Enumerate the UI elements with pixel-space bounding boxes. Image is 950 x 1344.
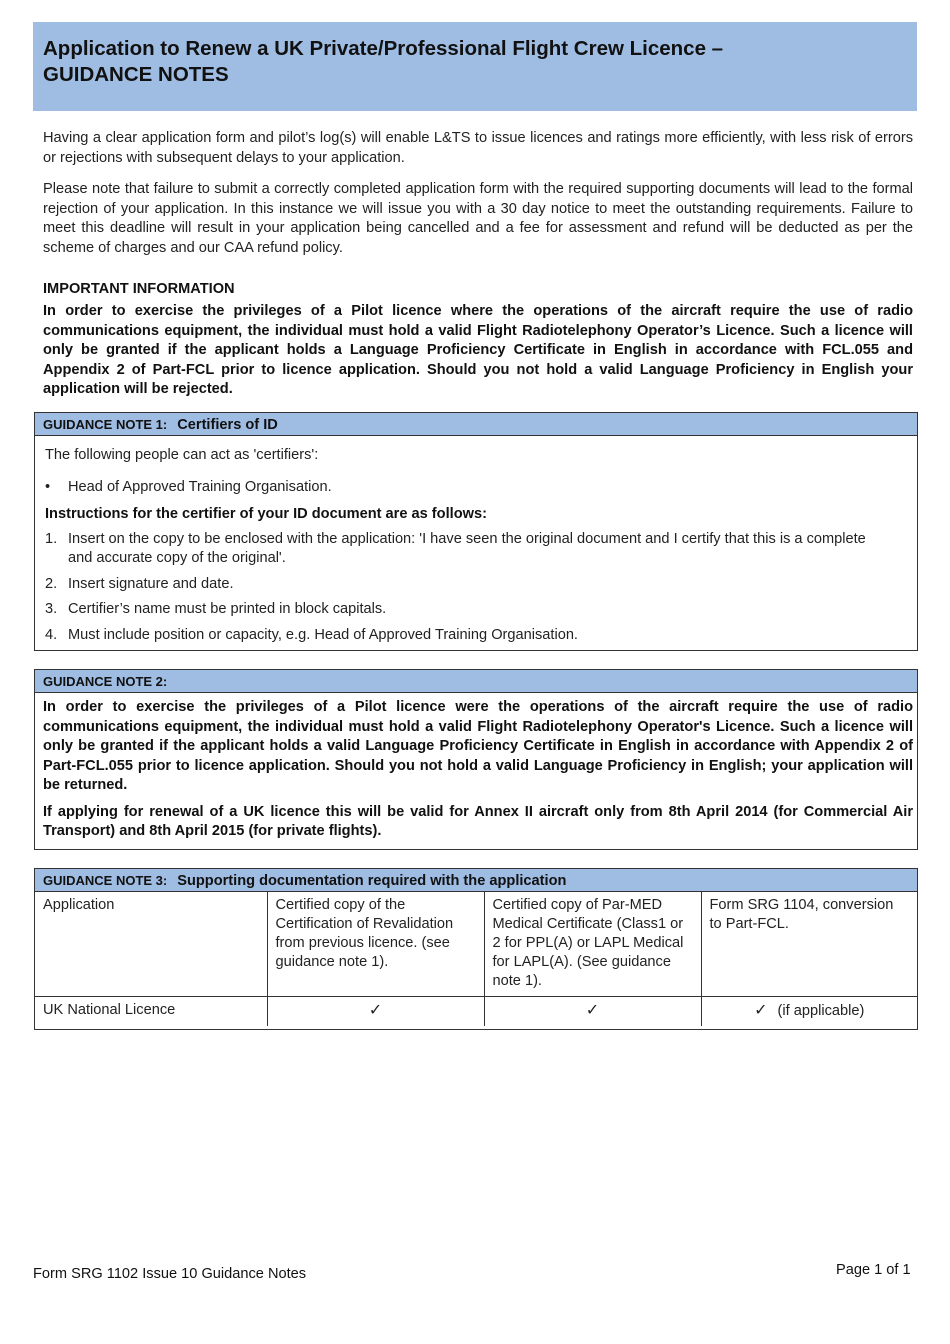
if-applicable-note: (if applicable)	[777, 1003, 865, 1019]
guidance-note-3-title: Supporting documentation required with the application	[177, 873, 567, 889]
step-number: 3.	[45, 601, 58, 617]
step-number: 1.	[45, 531, 58, 547]
step-text: Insert signature and date.	[68, 576, 234, 592]
important-body: In order to exercise the privileges of a Pilot licence where the operations of the aircraft require the use of radio communications equipment, the individual must hold a valid Flight Radiotelephony Operator’s Licence. Such a licence will only be granted if the applicant holds a Language Proficiency Certificate in English in accordance with FCL.055 and Appendix 2 of Part-FCL prior to licence application. Should you not hold a valid Language Proficiency in English your application will be rejected.	[43, 303, 913, 397]
page-number: Page 1 of 1	[836, 1262, 911, 1278]
step-text: Must include position or capacity, e.g. Head of Approved Training Organisation.	[68, 627, 578, 643]
bullet-icon: •	[45, 479, 51, 495]
guidance-note-1	[34, 412, 918, 651]
documentation-table	[35, 892, 917, 1026]
guidance-note-2-paragraph-2: If applying for renewal of a UK licence this will be valid for Annex II aircraft only from 8th April 2014 (for Commercial Air Transport) and 8th April 2015 (for private flights).	[43, 803, 913, 839]
important-heading: IMPORTANT INFORMATION	[43, 281, 235, 297]
check-icon: ✓	[484, 997, 701, 1027]
table-cell: Application	[35, 892, 267, 997]
guidance-note-1-label: GUIDANCE NOTE 1:	[43, 417, 168, 432]
title-line-2: GUIDANCE NOTES	[43, 63, 229, 86]
intro-paragraph-2: Please note that failure to submit a correctly completed application form with the required supporting documents will lead to the formal rejection of your application. In this instance we will issue you with a 30 day notice to meet the outstanding requirements. Failure to meet this deadline will result in your application being cancelled and a fee for assessment and refund will be deducted as per the scheme of charges and our CAA refund policy.	[43, 181, 913, 256]
intro-paragraph-1: Having a clear application form and pilot’s log(s) will enable L&TS to issue licences and ratings more efficiently, with less risk of errors or rejections with subsequent delays to your application.	[43, 130, 913, 166]
certifiers-intro: The following people can act as 'certifiers':	[45, 447, 319, 463]
certifier-bullet: Head of Approved Training Organisation.	[68, 479, 332, 495]
table-cell: Certified copy of Par-MED Medical Certificate (Class1 or 2 for PPL(A) or LAPL Medical for LAPL(A). (See guidance note 1).	[484, 892, 701, 997]
table-header-row	[35, 892, 917, 997]
licence-type-cell: UK National Licence	[35, 997, 267, 1027]
title-line-1: Application to Renew a UK Private/Professional Flight Crew Licence –	[43, 37, 724, 60]
step-text: Insert on the copy to be enclosed with the application: 'I have seen the original document and I certify that this is a complete and accurate copy of the original'.	[68, 531, 866, 566]
guidance-note-2-paragraph-1: In order to exercise the privileges of a Pilot licence were the operations of the aircraft require the use of radio communications equipment, the individual must hold a valid Flight Radiotelephony Operator's Licence. Such a licence will only be granted if the applicant holds a valid Language Proficiency Certificate in English in accordance with Appendix 2 of Part-FCL.055 prior to licence application. Should you not hold a valid Language Proficiency in English; your application will be returned.	[43, 699, 913, 793]
guidance-note-3-label: GUIDANCE NOTE 3:	[43, 873, 168, 888]
table-cell: Certified copy of the Certification of Revalidation from previous licence. (see guidance note 1).	[267, 892, 484, 997]
guidance-note-1-title: Certifiers of ID	[177, 417, 278, 433]
form-reference: Form SRG 1102 Issue 10 Guidance Notes	[33, 1266, 307, 1282]
guidance-note-1-header	[35, 413, 917, 436]
instructions-heading: Instructions for the certifier of your ID document are as follows:	[45, 506, 487, 522]
check-icon: ✓	[267, 997, 484, 1027]
table-row	[35, 997, 917, 1027]
title-banner	[33, 22, 917, 111]
guidance-note-3-header	[35, 869, 917, 892]
guidance-note-2	[34, 669, 918, 850]
table-cell: Form SRG 1104, conversion to Part-FCL.	[701, 892, 917, 997]
page-title	[43, 36, 907, 88]
step-text: Certifier’s name must be printed in block capitals.	[68, 601, 387, 617]
guidance-note-2-label: GUIDANCE NOTE 2:	[43, 674, 168, 689]
check-icon: ✓	[754, 1002, 768, 1019]
step-number: 4.	[45, 627, 58, 643]
guidance-note-3	[34, 868, 918, 1030]
step-number: 2.	[45, 576, 58, 592]
guidance-note-2-header	[35, 670, 917, 693]
conditional-check-cell	[701, 997, 917, 1027]
